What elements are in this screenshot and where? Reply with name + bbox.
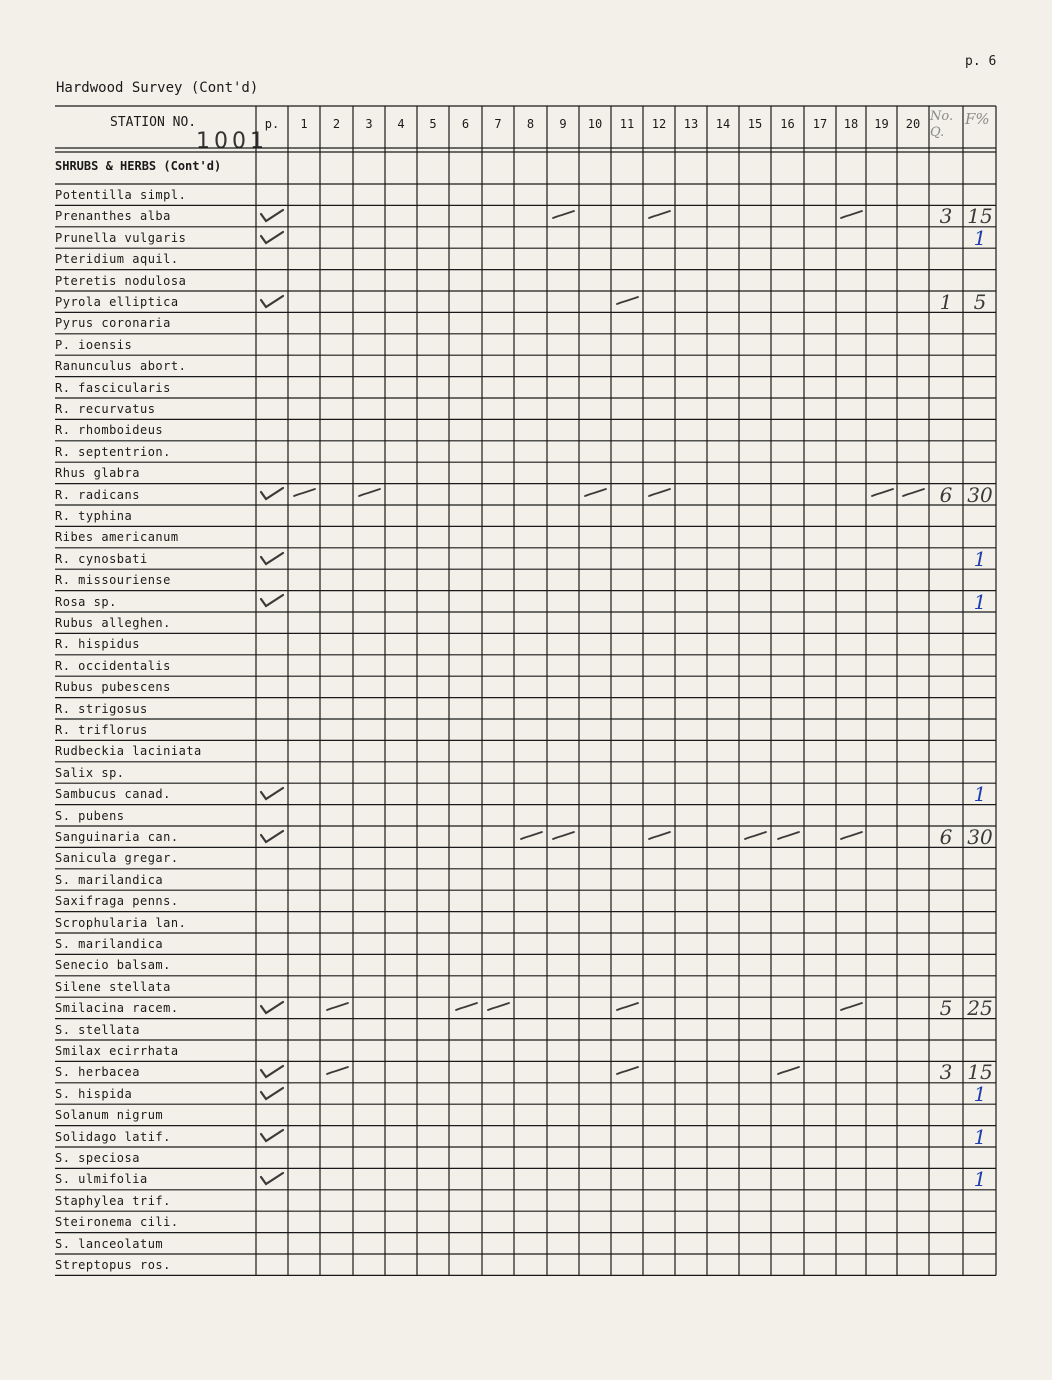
check-mark: [257, 826, 287, 846]
check-mark: [612, 1061, 642, 1081]
species-name: Sanicula gregar.: [55, 851, 179, 866]
check-mark: [257, 291, 287, 311]
document-title: Hardwood Survey (Cont'd): [56, 80, 259, 96]
f-percent-value: 1: [973, 1167, 987, 1192]
species-name: S. ulmifolia: [55, 1172, 148, 1187]
check-mark: [322, 1061, 352, 1081]
column-header-5: 5: [429, 117, 437, 131]
species-name: S. speciosa: [55, 1151, 140, 1165]
column-header-no-q: No. Q.: [930, 109, 954, 140]
species-name: S. herbacea: [55, 1065, 140, 1080]
section-label: SHRUBS & HERBS (Cont'd): [55, 159, 222, 173]
species-name: S. marilandica: [55, 872, 164, 887]
no-q-value: 3: [939, 1060, 953, 1085]
check-mark: [612, 291, 642, 311]
species-name: Prenanthes alba: [55, 209, 171, 224]
check-mark: [354, 483, 384, 503]
species-name: Pteretis nodulosa: [55, 273, 187, 288]
no-q-value: 6: [939, 825, 953, 849]
species-name: Silene stellata: [55, 979, 171, 994]
species-name: Smilax ecirrhata: [55, 1044, 179, 1058]
f-percent-value: 30: [967, 825, 993, 849]
column-header-10: 10: [587, 117, 603, 131]
check-mark: [257, 783, 287, 803]
species-name: R. occidentalis: [55, 658, 171, 673]
column-header-6: 6: [461, 117, 470, 131]
species-name: Saxifraga penns.: [55, 894, 179, 909]
species-name: R. septentrion.: [55, 444, 171, 459]
f-percent-value: 1: [973, 546, 987, 571]
check-mark: [257, 1168, 287, 1188]
column-header-19: 19: [874, 117, 889, 131]
species-name: Senecio balsam.: [55, 958, 171, 973]
check-mark: [483, 997, 513, 1017]
species-name: S. pubens: [55, 808, 125, 823]
species-name: Pyrola elliptica: [55, 295, 179, 309]
species-name: Scrophularia lan.: [55, 915, 187, 930]
species-name: R. recurvatus: [55, 402, 156, 416]
check-mark: [548, 205, 578, 225]
check-mark: [257, 590, 287, 610]
species-name: Solidago latif.: [55, 1129, 171, 1144]
species-name: Smilacina racem.: [55, 1001, 179, 1016]
f-percent-value: 25: [967, 996, 993, 1021]
species-name: Solanum nigrum: [55, 1108, 164, 1123]
species-name: P. ioensis: [55, 337, 133, 352]
column-header-20: 20: [905, 117, 921, 131]
species-name: Rosa sp.: [55, 594, 117, 609]
f-percent-value: 5: [973, 290, 987, 314]
check-mark: [451, 997, 481, 1017]
species-name: S. lanceolatum: [55, 1236, 164, 1251]
no-q-value: 5: [939, 996, 953, 1021]
check-mark: [257, 227, 287, 247]
no-q-value: 6: [939, 482, 953, 507]
column-header-16: 16: [780, 117, 795, 131]
species-name: Rubus pubescens: [55, 680, 171, 695]
species-name: Pyrus coronaria: [55, 316, 171, 331]
species-name: R. rhomboideus: [55, 423, 164, 438]
species-name: Rhus glabra: [55, 466, 140, 481]
check-mark: [322, 997, 352, 1017]
check-mark: [644, 826, 674, 846]
station-number-label: STATION NO.: [110, 115, 197, 130]
check-mark: [257, 483, 287, 503]
species-name: Pteridium aquil.: [55, 252, 179, 267]
species-name: R. missouriense: [55, 573, 171, 588]
f-percent-value: 15: [967, 204, 993, 229]
check-mark: [836, 826, 866, 846]
column-header-3: 3: [365, 117, 373, 131]
column-header-f-percent: F%: [965, 110, 990, 128]
check-mark: [898, 483, 928, 503]
no-q-value: 3: [939, 204, 953, 229]
species-name: S. marilandica: [55, 937, 164, 951]
check-mark: [257, 548, 287, 568]
f-percent-value: 1: [973, 225, 987, 250]
column-header-15: 15: [747, 117, 763, 131]
species-name: Ranunculus abort.: [55, 359, 187, 374]
check-mark: [257, 205, 287, 225]
check-mark: [836, 997, 866, 1017]
no-q-value: 1: [939, 290, 953, 314]
species-name: R. triflorus: [55, 723, 148, 737]
column-header-13: 13: [683, 117, 699, 131]
check-mark: [644, 483, 674, 503]
column-header-2: 2: [332, 117, 341, 131]
column-header-4: 4: [397, 117, 405, 131]
column-header-p: p.: [264, 117, 280, 131]
check-mark: [773, 826, 803, 846]
station-number-handwritten: 1001: [196, 129, 268, 154]
species-name: Salix sp.: [55, 765, 125, 780]
check-mark: [548, 826, 578, 846]
page-number: p. 6: [965, 54, 997, 69]
check-mark: [740, 826, 770, 846]
species-name: S. stellata: [55, 1022, 140, 1037]
species-name: R. strigosus: [55, 701, 148, 716]
check-mark: [257, 1083, 287, 1103]
species-name: R. typhina: [55, 509, 133, 523]
column-header-8: 8: [526, 117, 535, 131]
column-header-11: 11: [619, 117, 635, 131]
check-mark: [257, 1125, 287, 1145]
species-name: Steironema cili.: [55, 1215, 179, 1230]
check-mark: [644, 205, 674, 225]
species-name: Potentilla simpl.: [55, 188, 187, 202]
check-mark: [580, 483, 610, 503]
species-name: R. radicans: [55, 487, 140, 502]
species-name: Rubus alleghen.: [55, 616, 171, 630]
column-header-18: 18: [843, 117, 859, 131]
species-name: Sambucus canad.: [55, 787, 171, 802]
species-name: S. hispida: [55, 1086, 133, 1101]
f-percent-value: 1: [973, 589, 987, 614]
check-mark: [516, 826, 546, 846]
column-header-17: 17: [812, 117, 828, 131]
species-name: Staphylea trif.: [55, 1193, 171, 1208]
species-name: R. fascicularis: [55, 380, 171, 395]
check-mark: [612, 997, 642, 1017]
column-header-9: 9: [559, 117, 567, 131]
column-header-1: 1: [300, 117, 308, 131]
check-mark: [289, 483, 319, 503]
f-percent-value: 30: [967, 482, 993, 507]
column-header-14: 14: [715, 117, 731, 131]
species-name: R. cynosbati: [55, 551, 148, 566]
species-name: Ribes americanum: [55, 530, 179, 545]
species-name: Prunella vulgaris: [55, 230, 187, 245]
f-percent-value: 1: [973, 782, 987, 807]
check-mark: [836, 205, 866, 225]
check-mark: [257, 1061, 287, 1081]
species-name: Sanguinaria can.: [55, 830, 179, 844]
f-percent-value: 1: [973, 1081, 987, 1106]
species-name: Rudbeckia laciniata: [55, 744, 202, 759]
f-percent-value: 15: [967, 1060, 993, 1085]
f-percent-value: 1: [973, 1124, 987, 1149]
column-header-12: 12: [651, 117, 667, 131]
check-mark: [773, 1061, 803, 1081]
column-header-7: 7: [494, 117, 502, 131]
check-mark: [257, 997, 287, 1017]
species-name: Streptopus ros.: [55, 1258, 171, 1272]
species-name: R. hispidus: [55, 637, 140, 652]
check-mark: [867, 483, 897, 503]
